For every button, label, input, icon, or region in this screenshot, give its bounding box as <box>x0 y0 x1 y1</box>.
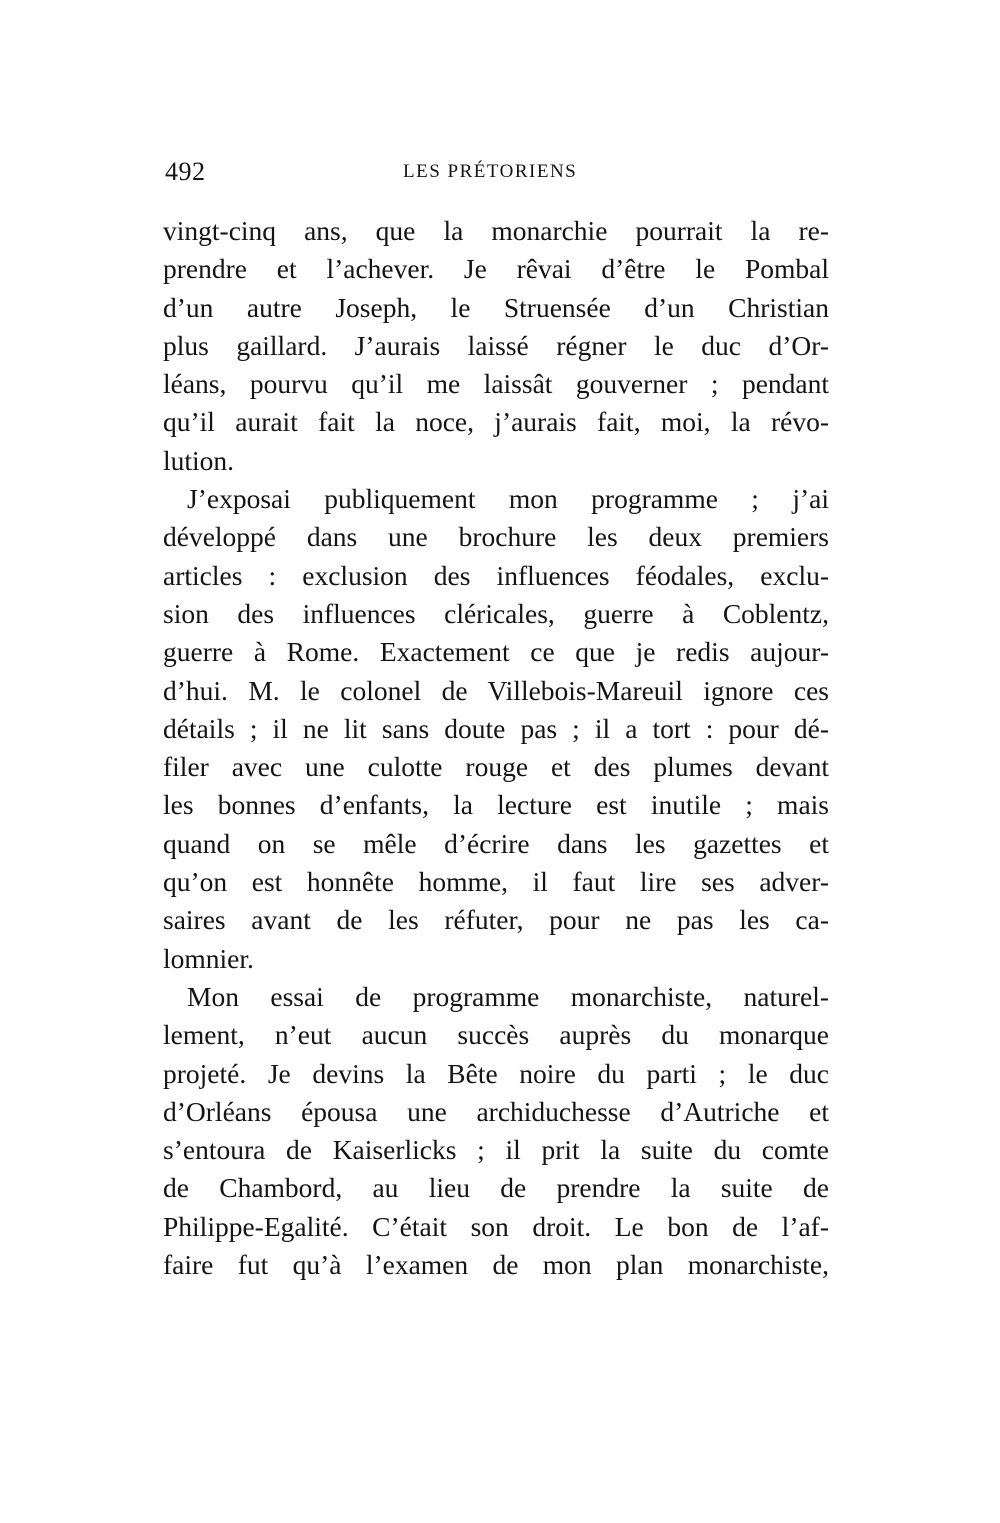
page-number: 492 <box>165 157 206 186</box>
text-line: saires avant de les réfuter, pour ne pas les ca- <box>163 904 829 936</box>
text-line: articles : exclusion des influences féodales, exclu- <box>163 559 829 591</box>
text-line: développé dans une brochure les deux premiers <box>163 521 829 553</box>
text-line: plus gaillard. J’aurais laissé régner le duc d’Or- <box>163 329 829 361</box>
text-line: projeté. Je devins la Bête noire du parti ; le duc <box>163 1057 829 1089</box>
text-line: sion des influences cléricales, guerre à Coblentz, <box>163 597 829 629</box>
text-line: détails ; il ne lit sans doute pas ; il a tort : pour dé- <box>163 712 829 744</box>
text-line: lement, n’eut aucun succès auprès du monarque <box>163 1019 829 1051</box>
text-line: quand on se mêle d’écrire dans les gazettes et <box>163 827 829 859</box>
text-line: J’exposai publiquement mon programme ; j’ai <box>187 483 829 515</box>
text-line: vingt-cinq ans, que la monarchie pourrait la re- <box>163 215 829 246</box>
text-line: Mon essai de programme monarchiste, naturel- <box>187 980 829 1012</box>
text-line: s’entoura de Kaiserlicks ; il prit la suite du comte <box>163 1134 829 1166</box>
text-line: prendre et l’achever. Je rêvai d’être le Pombal <box>163 253 829 285</box>
text-line: les bonnes d’enfants, la lecture est inutile ; mais <box>163 789 829 821</box>
text-line: d’un autre Joseph, le Struensée d’un Christian <box>163 291 829 323</box>
text-line: léans, pourvu qu’il me laissât gouverner ; pendant <box>163 368 829 400</box>
text-line: lution. <box>163 444 235 476</box>
running-head <box>165 157 830 191</box>
text-line: guerre à Rome. Exactement ce que je redis aujour- <box>163 636 829 668</box>
text-line: faire fut qu’à l’examen de mon plan monarchiste, <box>163 1249 829 1281</box>
text-line: lomnier. <box>163 942 254 974</box>
body-text <box>163 212 829 1284</box>
text-line: d’hui. M. le colonel de Villebois-Mareuil ignore ces <box>163 674 829 706</box>
text-line: de Chambord, au lieu de prendre la suite de <box>163 1172 829 1204</box>
running-title: LES PRÉTORIENS <box>403 161 578 182</box>
text-line: d’Orléans épousa une archiduchesse d’Autriche et <box>163 1095 829 1127</box>
text-line: Philippe-Egalité. C’était son droit. Le bon de l’af- <box>163 1210 829 1242</box>
text-line: filer avec une culotte rouge et des plumes devant <box>163 751 829 783</box>
text-line: qu’il aurait fait la noce, j’aurais fait, moi, la révo- <box>163 406 829 438</box>
text-line: qu’on est honnête homme, il faut lire ses adver- <box>163 866 829 898</box>
